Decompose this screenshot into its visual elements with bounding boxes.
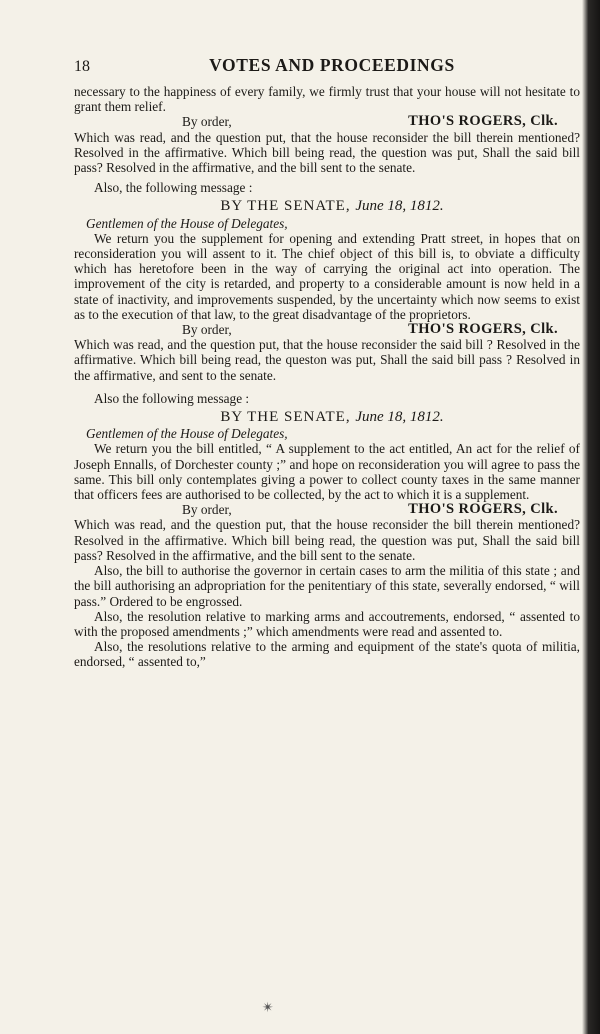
paragraph-resolution-3: Which was read, and the question put, that the house reconsider the bill therein mentioned? Resolved in the affirmative. Which bill being read, the question was put, Shall the said bill pass? Resolved in the affirmative, and the bill sent to the senate.	[74, 517, 580, 563]
message-date: June 18, 1812.	[355, 198, 444, 215]
by-order-label: By order,	[182, 114, 232, 130]
signature-line	[74, 502, 580, 517]
page-number: 18	[74, 58, 90, 75]
paragraph-message-intro-1: Also, the following message :	[94, 180, 253, 196]
paragraph-resolution-1: Which was read, and the question put, that the house reconsider the bill therein mentioned? Resolved in the affirmative. Which bill being read, the question was put, Shall the said bill pass? Resolved in the affirmative, and the bill sent to the senate.	[74, 129, 580, 176]
signature-line	[74, 322, 580, 337]
clerk-signature: THO'S ROGERS, Clk.	[408, 321, 558, 338]
paragraph-message-body-1: We return you the supplement for opening and extending Pratt street, in hopes that on reconsideration you will assent to it. The chief object of this bill is, to obviate a difficulty which has heretofore been in the way of carrying the original act into operation. The improvement of the city is retarded, and property to a considerable amount is now held in a state of inactivity, and improvements suspended, by the uncertainty which now seems to exist as to the execution of that law, to the great disadvantage of the proprietors.	[74, 230, 580, 322]
message-from: BY THE SENATE,	[220, 198, 351, 215]
document-page	[74, 55, 580, 670]
by-order-label: By order,	[182, 322, 232, 338]
paragraph-quota-resolution: Also, the resolutions relative to the arming and equipment of the state's quota of militia, endorsed, “ assented to,”	[74, 639, 580, 670]
page-binding-edge	[582, 0, 600, 1034]
message-from: BY THE SENATE,	[220, 409, 351, 426]
paragraph-militia-bill: Also, the bill to authorise the governor in certain cases to arm the militia of this state ; and the bill authorising an adpropriation for the penitentiary of this state, severally endorsed, “ will pass.” Ordered to be engrossed.	[74, 563, 580, 609]
paragraph-continuation: necessary to the happiness of every family, we firmly trust that your house will not hesitate to grant them relief.	[74, 84, 580, 115]
by-order-label: By order,	[182, 502, 232, 518]
message-heading-1	[74, 199, 580, 214]
signature-line	[74, 114, 580, 129]
page-header	[74, 55, 580, 82]
clerk-signature: THO'S ROGERS, Clk.	[408, 113, 558, 130]
running-head: VOTES AND PROCEEDINGS	[209, 55, 455, 75]
message-heading-2	[74, 410, 580, 425]
message-date: June 18, 1812.	[355, 409, 444, 426]
salutation-1: Gentlemen of the House of Delegates,	[86, 215, 288, 231]
salutation-2: Gentlemen of the House of Delegates,	[86, 426, 288, 442]
ink-smudge: ✴	[262, 1001, 274, 1016]
paragraph-message-intro-2: Also the following message :	[94, 390, 250, 406]
paragraph-resolution-2: Which was read, and the question put, that the house reconsider the said bill ? Resolved in the affirmative. Which bill being read, the queston was put, Shall the said bill pass ? Resolved in the affirmative, and sent to the senate.	[74, 337, 580, 383]
clerk-signature: THO'S ROGERS, Clk.	[408, 501, 558, 518]
paragraph-message-body-2: We return you the bill entitled, “ A supplement to the act entitled, An act for the relief of Joseph Ennalls, of Dorchester county ;” and hope on reconsideration you will agree to pass the same. This bill only contemplates giving a power to collect county taxes in the same manner that officers fees are authorised to be collected, by the act to which it is a supplement.	[74, 441, 580, 503]
paragraph-arms-resolution: Also, the resolution relative to marking arms and accoutrements, endorsed, “ assented to with the proposed amendments ;” which amendments were read and assented to.	[74, 608, 580, 639]
